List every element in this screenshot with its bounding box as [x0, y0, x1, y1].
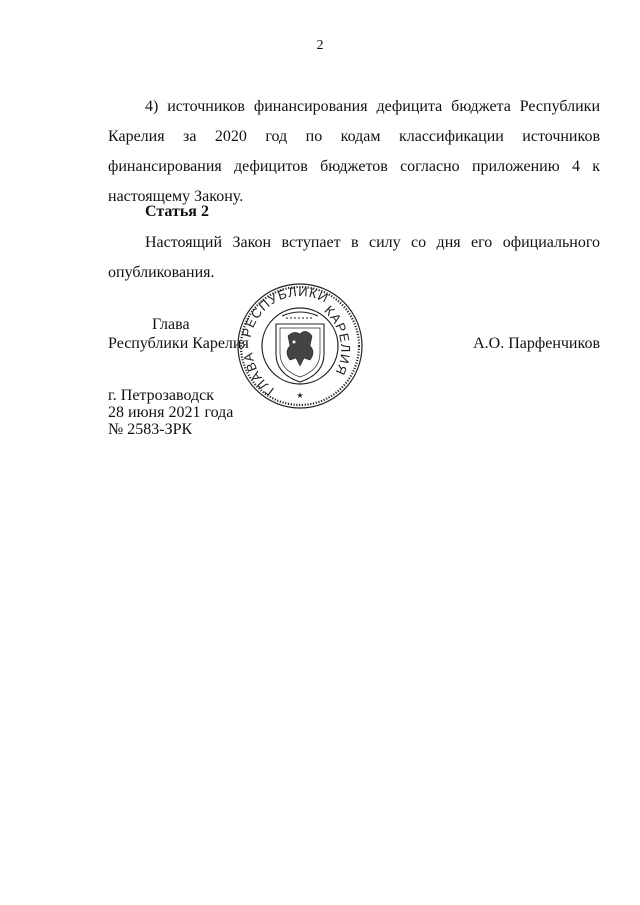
page-number: 2	[316, 38, 324, 53]
signatory-name: А.О. Парфенчиков	[473, 335, 600, 352]
coat-of-arms-icon	[276, 312, 324, 382]
date: 28 июня 2021 года	[108, 404, 234, 421]
seal-text-right: КАРЕЛИЯ	[321, 302, 354, 378]
official-seal-stamp	[230, 280, 370, 410]
article-title: Статья 2	[145, 203, 209, 220]
seal-text-left: ГЛАВА	[240, 350, 277, 399]
article-text: Настоящий Закон вступает в силу со дня его официального опубликования.	[108, 234, 600, 281]
place-date-number	[108, 387, 233, 438]
seal-text-top: РЕСПУБЛИКИ	[238, 283, 332, 339]
law-number: № 2583-ЗРК	[108, 421, 193, 438]
signature-position-line1: Глава	[152, 316, 190, 333]
seal-star-icon: ★	[296, 391, 304, 400]
signature-position-line2: Республики Карелия	[108, 335, 249, 352]
paragraph-item-4: 4) источников финансирования дефицита бюджета Республики Карелия за 2020 год по кодам классификации источников финансирования дефицитов бюджетов согласно приложению 4 к настоящему Закону.	[108, 98, 600, 205]
city: г. Петрозаводск	[108, 387, 215, 404]
